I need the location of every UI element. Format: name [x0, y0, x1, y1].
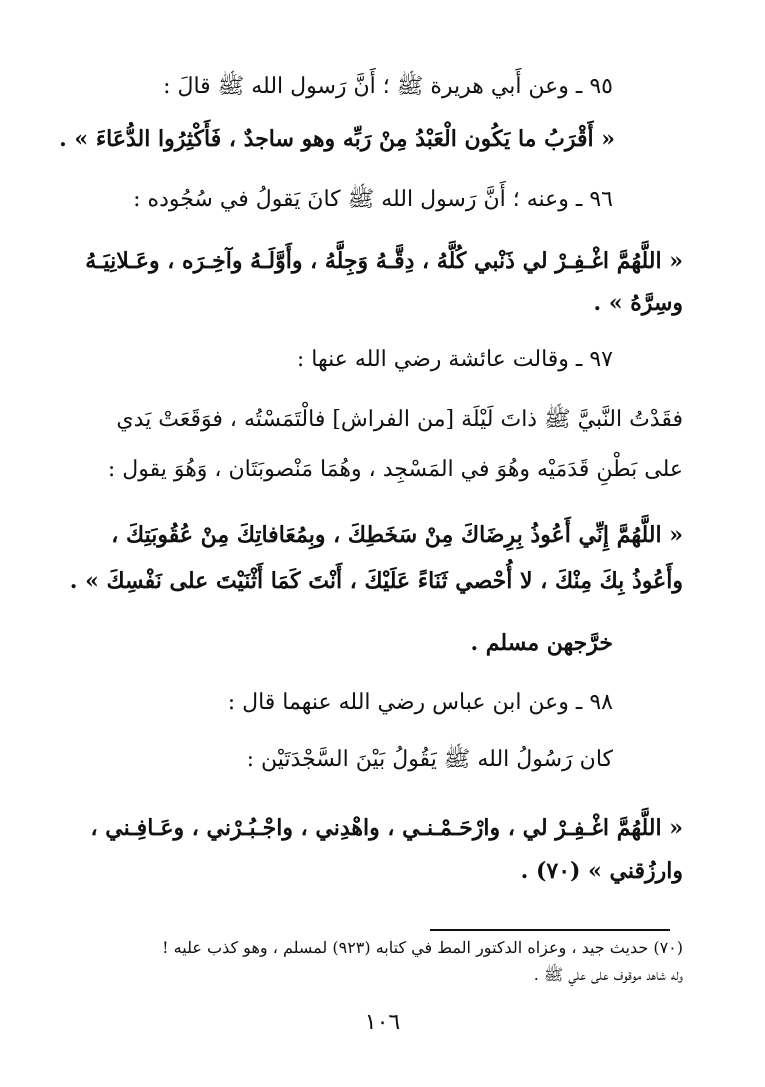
hadith-96-heading: ٩٦ ـ وعنه ؛ أَنَّ رَسول الله ﷺ كانَ يَقولُ في سُجُوده : — [133, 187, 613, 212]
footnote-divider — [430, 929, 670, 931]
takhrij-note: خرَّجهن مسلم . — [470, 630, 613, 656]
hadith-98-text-line-2: وارزُقني » (٧٠) . — [520, 858, 683, 884]
hadith-96-text-line-1: « اللَّهُمَّ اغْـفِـرْ لي ذَنْبي كُلَّهُ ، دِقَّـهُ وَجِلَّهُ ، وأَوَّلَـهُ وآخِـرَه ، وعَـلانِيَـهُ — [85, 248, 683, 274]
hadith-97-text-line-1: « اللَّهُمَّ إِنِّي أَعُوذُ بِرِضَاكَ مِنْ سَخَطِكَ ، وبِمُعَافاتِكَ مِنْ عُقُوبَتِكَ ، — [111, 522, 683, 548]
hadith-97-text-line-2: وأَعُوذُ بِكَ مِنْكَ ، لا أُحْصي ثَنَاءً عَلَيْكَ ، أَنْتَ كَمَا أَثْنَيْتَ على نَفْسِكَ » . — [69, 568, 683, 594]
hadith-96-text-line-2: وسِرَّهُ » . — [593, 290, 683, 316]
hadith-98-text-line-1: « اللَّهُمَّ اغْـفِـرْ لي ، وارْحَـمْـنـي ، واهْدِني ، واجْـبُـرْني ، وعَـافِـني ، — [90, 815, 683, 841]
hadith-97-narration-line-2: على بَطْنِ قَدَمَيْه وهُوَ في المَسْجِد ، وهُمَا مَنْصوبَتَان ، وَهُوَ يقول : — [107, 457, 683, 482]
footnote-70-line-2: وله شاهد موقوف على علي ﷺ . — [533, 965, 683, 984]
hadith-97-heading: ٩٧ ـ وقالت عائشة رضي الله عنها : — [296, 347, 613, 372]
footnote-70-line-1: (٧٠) حديث جيد ، وعزاه الدكتور المط في كتابه (٩٢٣) لمسلم ، وهو كذب عليه ! — [162, 938, 683, 957]
hadith-95-heading: ٩٥ ـ وعن أَبي هريرة ﷺ ؛ أَنَّ رَسول الله ﷺ قالَ : — [163, 74, 613, 99]
hadith-98-heading: ٩٨ ـ وعن ابن عباس رضي الله عنهما قال : — [227, 690, 613, 715]
hadith-95-text: « أَقْرَبُ ما يَكُون الْعَبْدُ مِنْ رَبِّه وهو ساجدٌ ، فَأَكْثِرُوا الدُّعَاءَ » . — [59, 126, 615, 152]
hadith-97-narration-line-1: فقَدْتُ النَّبيَّ ﷺ ذاتَ لَيْلَة [من الفراش] فالْتَمَسْتُه ، فوَقَعَتْ يَدي — [116, 407, 683, 432]
hadith-98-narration: كان رَسُولُ الله ﷺ يَقُولُ بَيْنَ السَّجْدَتَيْن : — [246, 747, 613, 772]
page-number: ١٠٦ — [364, 1010, 401, 1035]
